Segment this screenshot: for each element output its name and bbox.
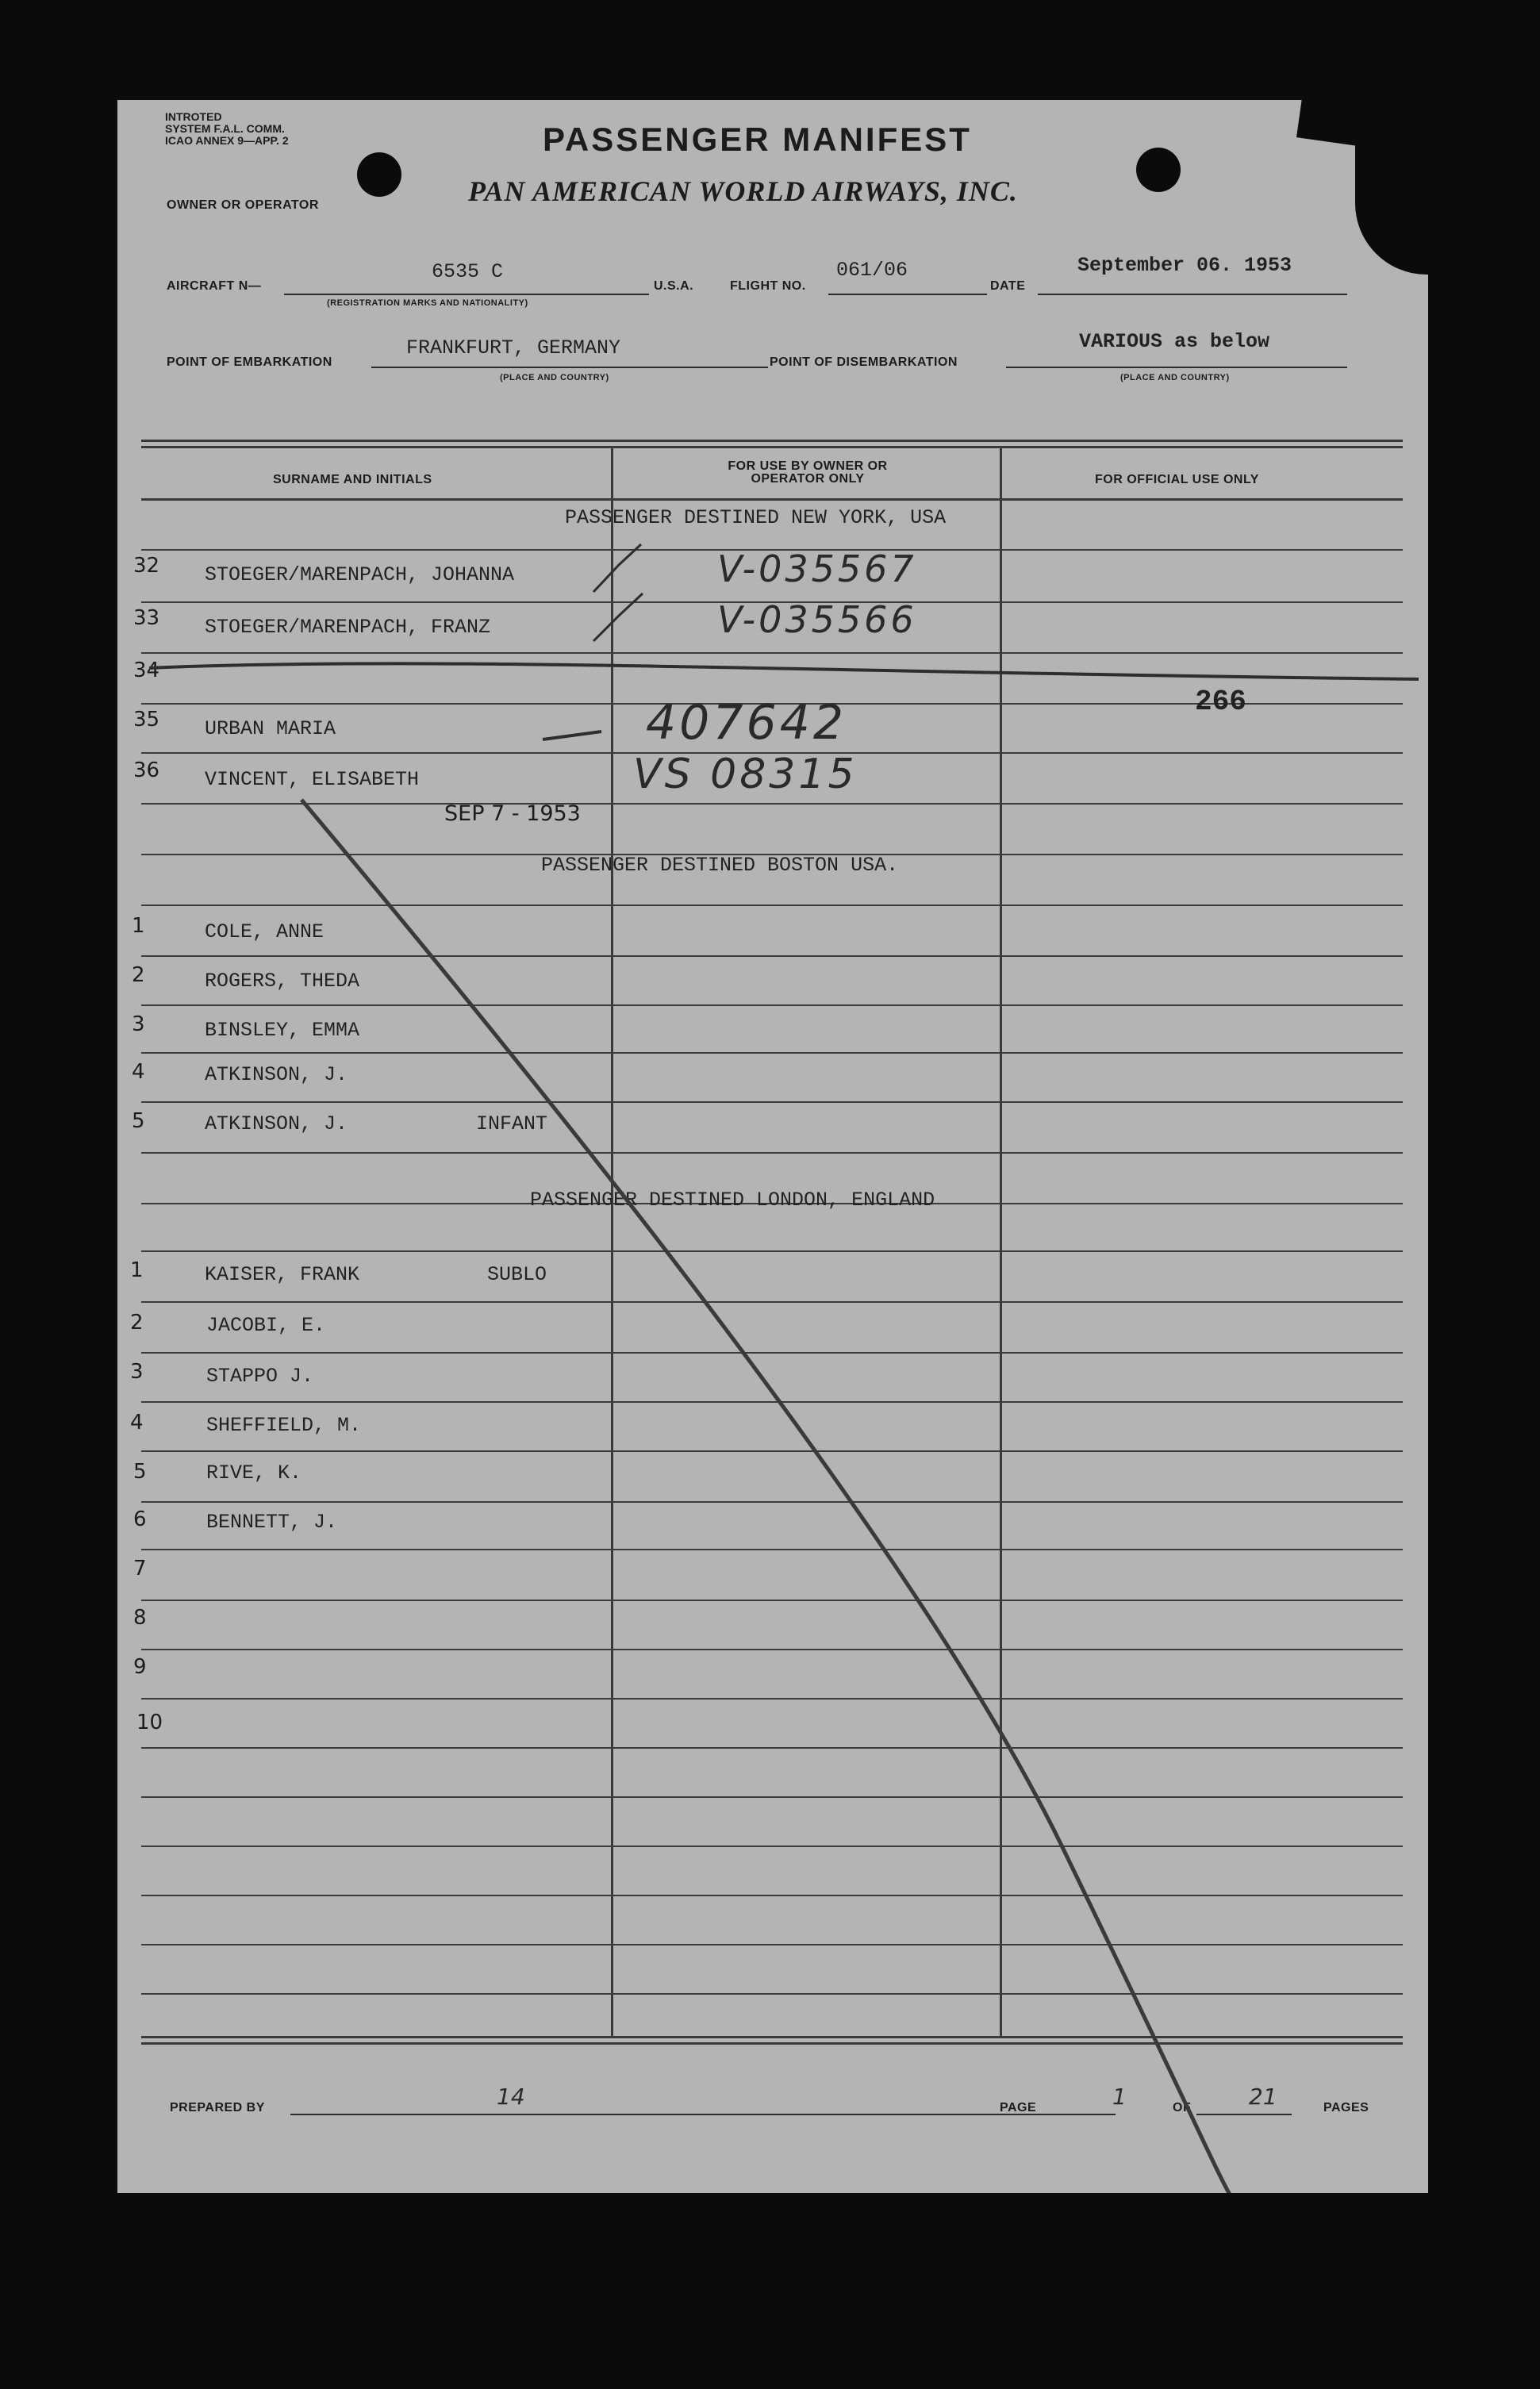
col-header-surname: SURNAME AND INITIALS <box>273 473 432 486</box>
check-mark-1 <box>593 544 641 592</box>
section-london: PASSENGER DESTINED LONDON, ENGLAND <box>530 1189 935 1212</box>
flight-label: FLIGHT NO. <box>730 279 806 293</box>
row-number: 3 <box>130 1360 144 1384</box>
passenger-note: INFANT <box>476 1112 548 1135</box>
section-boston: PASSENGER DESTINED BOSTON USA. <box>541 854 899 877</box>
passenger-name: STAPPO J. <box>206 1365 314 1388</box>
aircraft-value: 6535 C <box>432 260 504 283</box>
passenger-name: STOEGER/MARENPACH, FRANZ <box>205 616 491 639</box>
aircraft-sub: (REGISTRATION MARKS AND NATIONALITY) <box>327 298 528 308</box>
prepared-value: 14 <box>497 2084 525 2110</box>
row-number: 33 <box>133 606 160 630</box>
row-number: 9 <box>133 1655 147 1679</box>
row-number: 2 <box>132 963 145 987</box>
manifest-sheet <box>117 100 1428 2193</box>
passenger-name: KAISER, FRANK <box>205 1263 360 1286</box>
passenger-name: STOEGER/MARENPACH, JOHANNA <box>205 563 515 586</box>
passport-code: VS 08315 <box>633 751 858 798</box>
page-label: PAGE <box>1000 2101 1037 2114</box>
date-stamp: SEP 7 - 1953 <box>444 801 581 826</box>
passenger-name: BENNETT, J. <box>206 1511 338 1534</box>
page-value: 1 <box>1112 2084 1127 2110</box>
disembark-value: VARIOUS as below <box>1079 330 1270 353</box>
row-number: 32 <box>133 554 160 578</box>
aircraft-label: AIRCRAFT N— <box>167 279 262 293</box>
pages-value: 21 <box>1249 2084 1277 2110</box>
passenger-name: ATKINSON, J. <box>205 1112 348 1135</box>
passenger-name: JACOBI, E. <box>206 1314 326 1337</box>
date-value: September 06. 1953 <box>1077 254 1292 277</box>
row-number: 36 <box>133 759 160 782</box>
section-ny: PASSENGER DESTINED NEW YORK, USA <box>565 506 947 529</box>
passenger-name: ROGERS, THEDA <box>205 970 360 993</box>
page-title: PASSENGER MANIFEST <box>543 121 972 158</box>
check-mark-2 <box>593 593 643 641</box>
corner-text: INTROTED SYSTEM F.A.L. COMM. ICAO ANNEX 9—APP. 2 <box>165 110 289 147</box>
disembark-label: POINT OF DISEMBARKATION <box>770 355 958 369</box>
passenger-name: RIVE, K. <box>206 1461 302 1484</box>
passport-code: V-035567 <box>717 547 917 590</box>
disembark-sub: (PLACE AND COUNTRY) <box>1120 373 1230 382</box>
passenger-note: SUBLO <box>487 1263 547 1286</box>
row-number: 8 <box>133 1606 147 1630</box>
company-name: PAN AMERICAN WORLD AIRWAYS, INC. <box>468 175 1018 207</box>
row-number: 5 <box>133 1460 147 1484</box>
row-number: 4 <box>130 1411 144 1435</box>
pages-label: PAGES <box>1323 2101 1369 2114</box>
passenger-name: COLE, ANNE <box>205 920 325 943</box>
prepared-label: PREPARED BY <box>170 2101 265 2114</box>
of-label: OF <box>1173 2101 1192 2114</box>
passenger-name: BINSLEY, EMMA <box>205 1019 360 1042</box>
row-number: 3 <box>132 1012 145 1036</box>
row-number: 1 <box>132 914 145 938</box>
date-label: DATE <box>990 279 1026 293</box>
diagonal-cancel-line <box>301 800 1230 2193</box>
flight-value: 061/06 <box>836 259 908 282</box>
strike-line-row-34 <box>149 663 1419 679</box>
passport-code: V-035566 <box>717 598 917 641</box>
row-number: 7 <box>133 1557 147 1581</box>
row-number: 10 <box>136 1711 163 1734</box>
passenger-name: VINCENT, ELISABETH <box>205 768 420 791</box>
official-mark: 266 <box>1195 686 1246 718</box>
row-number: 2 <box>130 1311 144 1335</box>
row-number: 1 <box>130 1258 144 1282</box>
row-number: 4 <box>132 1060 145 1084</box>
check-dash-3 <box>543 732 601 739</box>
owner-label: OWNER OR OPERATOR <box>167 198 319 212</box>
row-number: 35 <box>133 708 160 732</box>
row-number: 5 <box>132 1109 145 1133</box>
col-header-official: FOR OFFICIAL USE ONLY <box>1095 473 1259 486</box>
passenger-name: URBAN MARIA <box>205 717 336 740</box>
embark-label: POINT OF EMBARKATION <box>167 355 332 369</box>
row-number: 34 <box>133 659 160 682</box>
col-header-owner: FOR USE BY OWNER OR OPERATOR ONLY <box>728 459 888 486</box>
pen-marks <box>117 100 1428 2193</box>
passenger-name: SHEFFIELD, M. <box>206 1414 362 1437</box>
embark-value: FRANKFURT, GERMANY <box>406 336 621 359</box>
usa-label: U.S.A. <box>654 279 694 293</box>
embark-sub: (PLACE AND COUNTRY) <box>500 373 609 382</box>
passport-code: 407642 <box>646 695 847 751</box>
passenger-name: ATKINSON, J. <box>205 1063 348 1086</box>
row-number: 6 <box>133 1508 147 1531</box>
